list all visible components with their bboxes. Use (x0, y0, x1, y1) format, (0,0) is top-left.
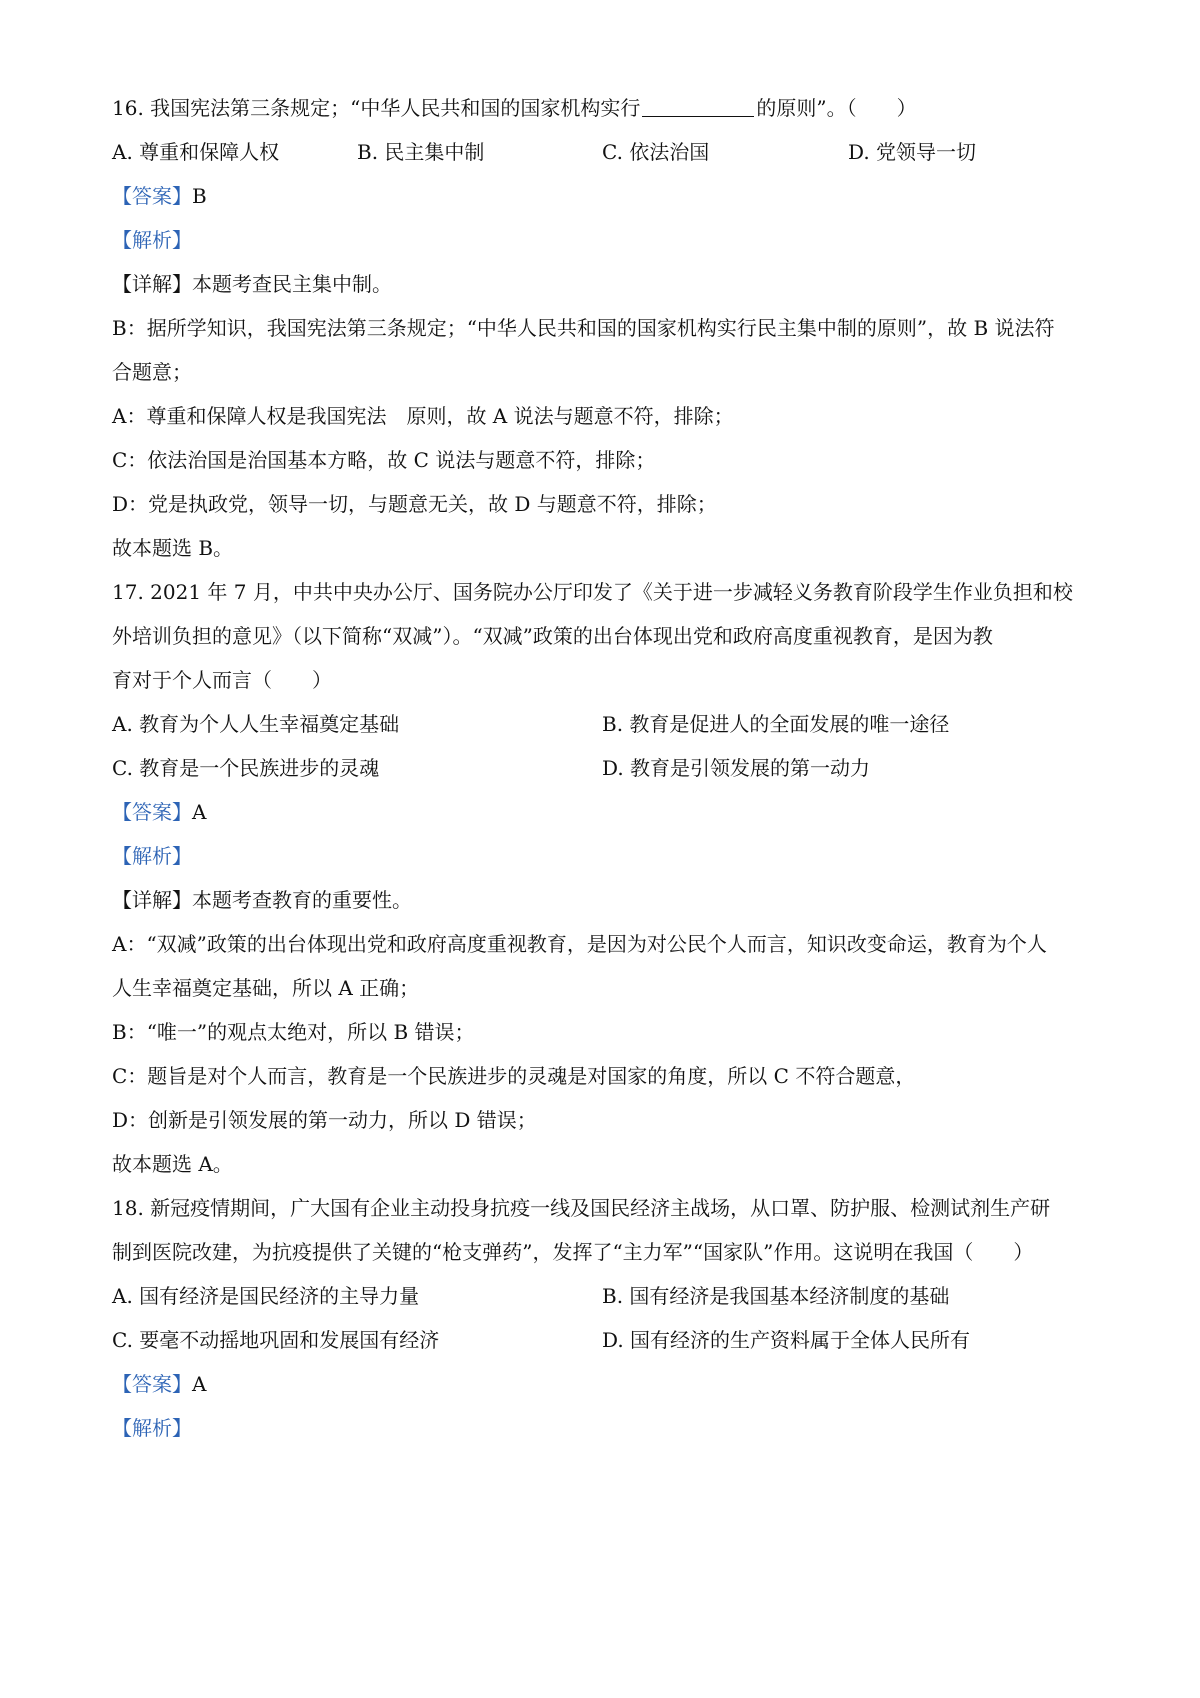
q18-analysis-heading (112, 1414, 1102, 1442)
q16-analysis-line-2: 合题意； (112, 360, 192, 384)
q17-detail-tag: 【详解】 (112, 888, 192, 912)
q16-conclusion: 故本题选 B。 (112, 536, 234, 560)
q18-answer-tag: 【答案】 (112, 1372, 192, 1396)
q17-analysis-heading (112, 842, 1102, 870)
q16-stem (112, 94, 1102, 122)
q17-answer-tag: 【答案】 (112, 800, 192, 824)
q16-option-a: A. 尊重和保障人权 (112, 140, 280, 164)
q17-option-d: D. 教育是引领发展的第一动力 (602, 756, 871, 780)
q18-option-b: B. 国有经济是我国基本经济制度的基础 (602, 1284, 950, 1308)
q17-stem-line-3: 育对于个人而言（ ） (112, 668, 332, 692)
q16-option-c: C. 依法治国 (602, 140, 710, 164)
q18-analysis-tag: 【解析】 (112, 1416, 192, 1440)
q16-analysis-line-1: B：据所学知识，我国宪法第三条规定；“中华人民共和国的国家机构实行民主集中制的原则”，故 B 说法符 (112, 316, 1055, 340)
q17-analysis-tag: 【解析】 (112, 844, 192, 868)
q17-conclusion: 故本题选 A。 (112, 1152, 233, 1176)
q18-option-d: D. 国有经济的生产资料属于全体人民所有 (602, 1328, 971, 1352)
q18-stem-line-2: 制到医院改建，为抗疫提供了关键的“枪支弹药”，发挥了“主力军”“国家队”作用。这说明在我国（ ） (112, 1240, 1034, 1264)
q17-answer (112, 798, 1102, 826)
q17-stem-line-2: 外培训负担的意见》（以下简称“双减”）。“双减”政策的出台体现出党和政府高度重视教育，是因为教 (112, 624, 993, 648)
q16-option-d: D. 党领导一切 (848, 140, 977, 164)
q17-option-b: B. 教育是促进人的全面发展的唯一途径 (602, 712, 950, 736)
q17-option-c: C. 教育是一个民族进步的灵魂 (112, 756, 380, 780)
q18-option-a: A. 国有经济是国民经济的主导力量 (112, 1284, 420, 1308)
q16-stem-part1: 16. 我国宪法第三条规定；“中华人民共和国的国家机构实行 (112, 96, 641, 120)
q17-analysis-line-1: A：“双减”政策的出台体现出党和政府高度重视教育，是因为对公民个人而言，知识改变命运，教育为个人 (112, 932, 1047, 956)
q18-stem-line-1: 18. 新冠疫情期间，广大国有企业主动投身抗疫一线及国民经济主战场，从口罩、防护服、检测试剂生产研 (112, 1196, 1051, 1220)
q17-detail-text: 本题考查教育的重要性。 (192, 888, 412, 912)
q16-analysis-line-4: C：依法治国是治国基本方略，故 C 说法与题意不符，排除； (112, 448, 656, 472)
q17-detail (112, 886, 1102, 914)
q18-option-c: C. 要毫不动摇地巩固和发展国有经济 (112, 1328, 440, 1352)
q16-option-b: B. 民主集中制 (357, 140, 485, 164)
q16-detail-tag: 【详解】 (112, 272, 192, 296)
q16-blank (642, 96, 754, 117)
q16-detail (112, 270, 1102, 298)
q17-analysis-line-3: B：“唯一”的观点太绝对，所以 B 错误； (112, 1020, 475, 1044)
q16-detail-text: 本题考查民主集中制。 (192, 272, 392, 296)
q16-analysis-line-5: D：党是执政党，领导一切，与题意无关，故 D 与题意不符，排除； (112, 492, 717, 516)
q17-analysis-line-4: C：题旨是对个人而言，教育是一个民族进步的灵魂是对国家的角度，所以 C 不符合题意， (112, 1064, 916, 1088)
q17-option-a: A. 教育为个人人生幸福奠定基础 (112, 712, 400, 736)
q17-analysis-line-2: 人生幸福奠定基础，所以 A 正确； (112, 976, 420, 1000)
q16-analysis-line-3: A：尊重和保障人权是我国宪法 原则，故 A 说法与题意不符，排除； (112, 404, 734, 428)
q17-stem-line-1: 17. 2021 年 7 月，中共中央办公厅、国务院办公厅印发了《关于进一步减轻义务教育阶段学生作业负担和校 (112, 580, 1073, 604)
q16-analysis-tag: 【解析】 (112, 228, 192, 252)
q17-analysis-line-5: D：创新是引领发展的第一动力，所以 D 错误； (112, 1108, 537, 1132)
q18-answer-value: A (192, 1372, 207, 1396)
q16-analysis-heading (112, 226, 1102, 254)
q16-answer-tag: 【答案】 (112, 184, 192, 208)
q18-answer (112, 1370, 1102, 1398)
q16-answer-value: B (192, 184, 207, 208)
q17-answer-value: A (192, 800, 207, 824)
q16-answer (112, 182, 1102, 210)
q16-stem-part2: 的原则”。（ ） (756, 96, 917, 120)
